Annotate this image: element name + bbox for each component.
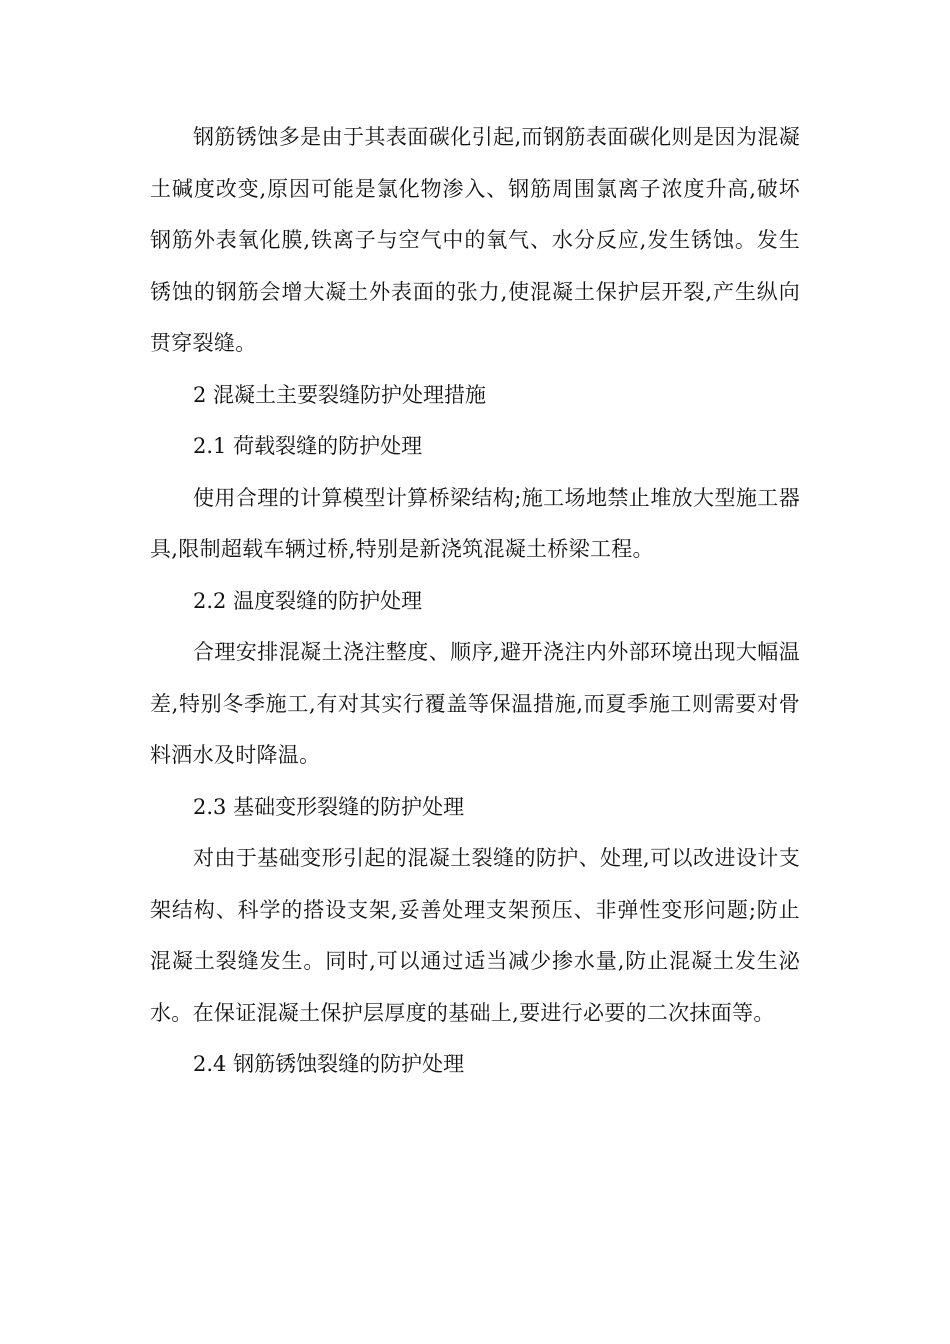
paragraph-load-cracks: 使用合理的计算模型计算桥梁结构;施工场地禁止堆放大型施工器具,限制超载车辆过桥,特别是新浇筑混凝土桥梁工程。: [150, 485, 800, 561]
paragraph-temperature-cracks: 合理安排混凝土浇注整度、顺序,避开浇注内外部环境出现大幅温差,特别冬季施工,有对其实行覆盖等保温措施,而夏季施工则需要对骨料洒水及时降温。: [150, 640, 800, 767]
subsection-heading-2-3: 2.3 基础变形裂缝的防护处理: [193, 794, 465, 819]
subsection-heading-2-1: 2.1 荷载裂缝的防护处理: [193, 434, 423, 458]
document-body: [150, 112, 800, 1091]
subsection-heading-2-2: 2.2 温度裂缝的防护处理: [193, 588, 423, 613]
paragraph-foundation-cracks: 对由于基础变形引起的混凝土裂缝的防护、处理,可以改进设计支架结构、科学的搭设支架,妥善处理支架预压、非弹性变形问题;防止混凝土裂缝发生。同时,可以通过适当减少掺水量,防止混凝土发生泌水。在保证混凝土保护层厚度的基础上,要进行必要的二次抹面等。: [150, 846, 800, 1025]
paragraph-rebar-corrosion-cause: 钢筋锈蚀多是由于其表面碳化引起,而钢筋表面碳化则是因为混凝土碱度改变,原因可能是氯化物渗入、钢筋周围氯离子浓度升高,破坏钢筋外表氧化膜,铁离子与空气中的氧气、水分反应,发生锈蚀。发生锈蚀的钢筋会增大凝土外表面的张力,使混凝土保护层开裂,产生纵向贯穿裂缝。: [150, 125, 800, 355]
subsection-heading-2-4: 2.4 钢筋锈蚀裂缝的防护处理: [193, 1052, 465, 1076]
section-heading-2: 2 混凝土主要裂缝防护处理措施: [193, 382, 487, 407]
